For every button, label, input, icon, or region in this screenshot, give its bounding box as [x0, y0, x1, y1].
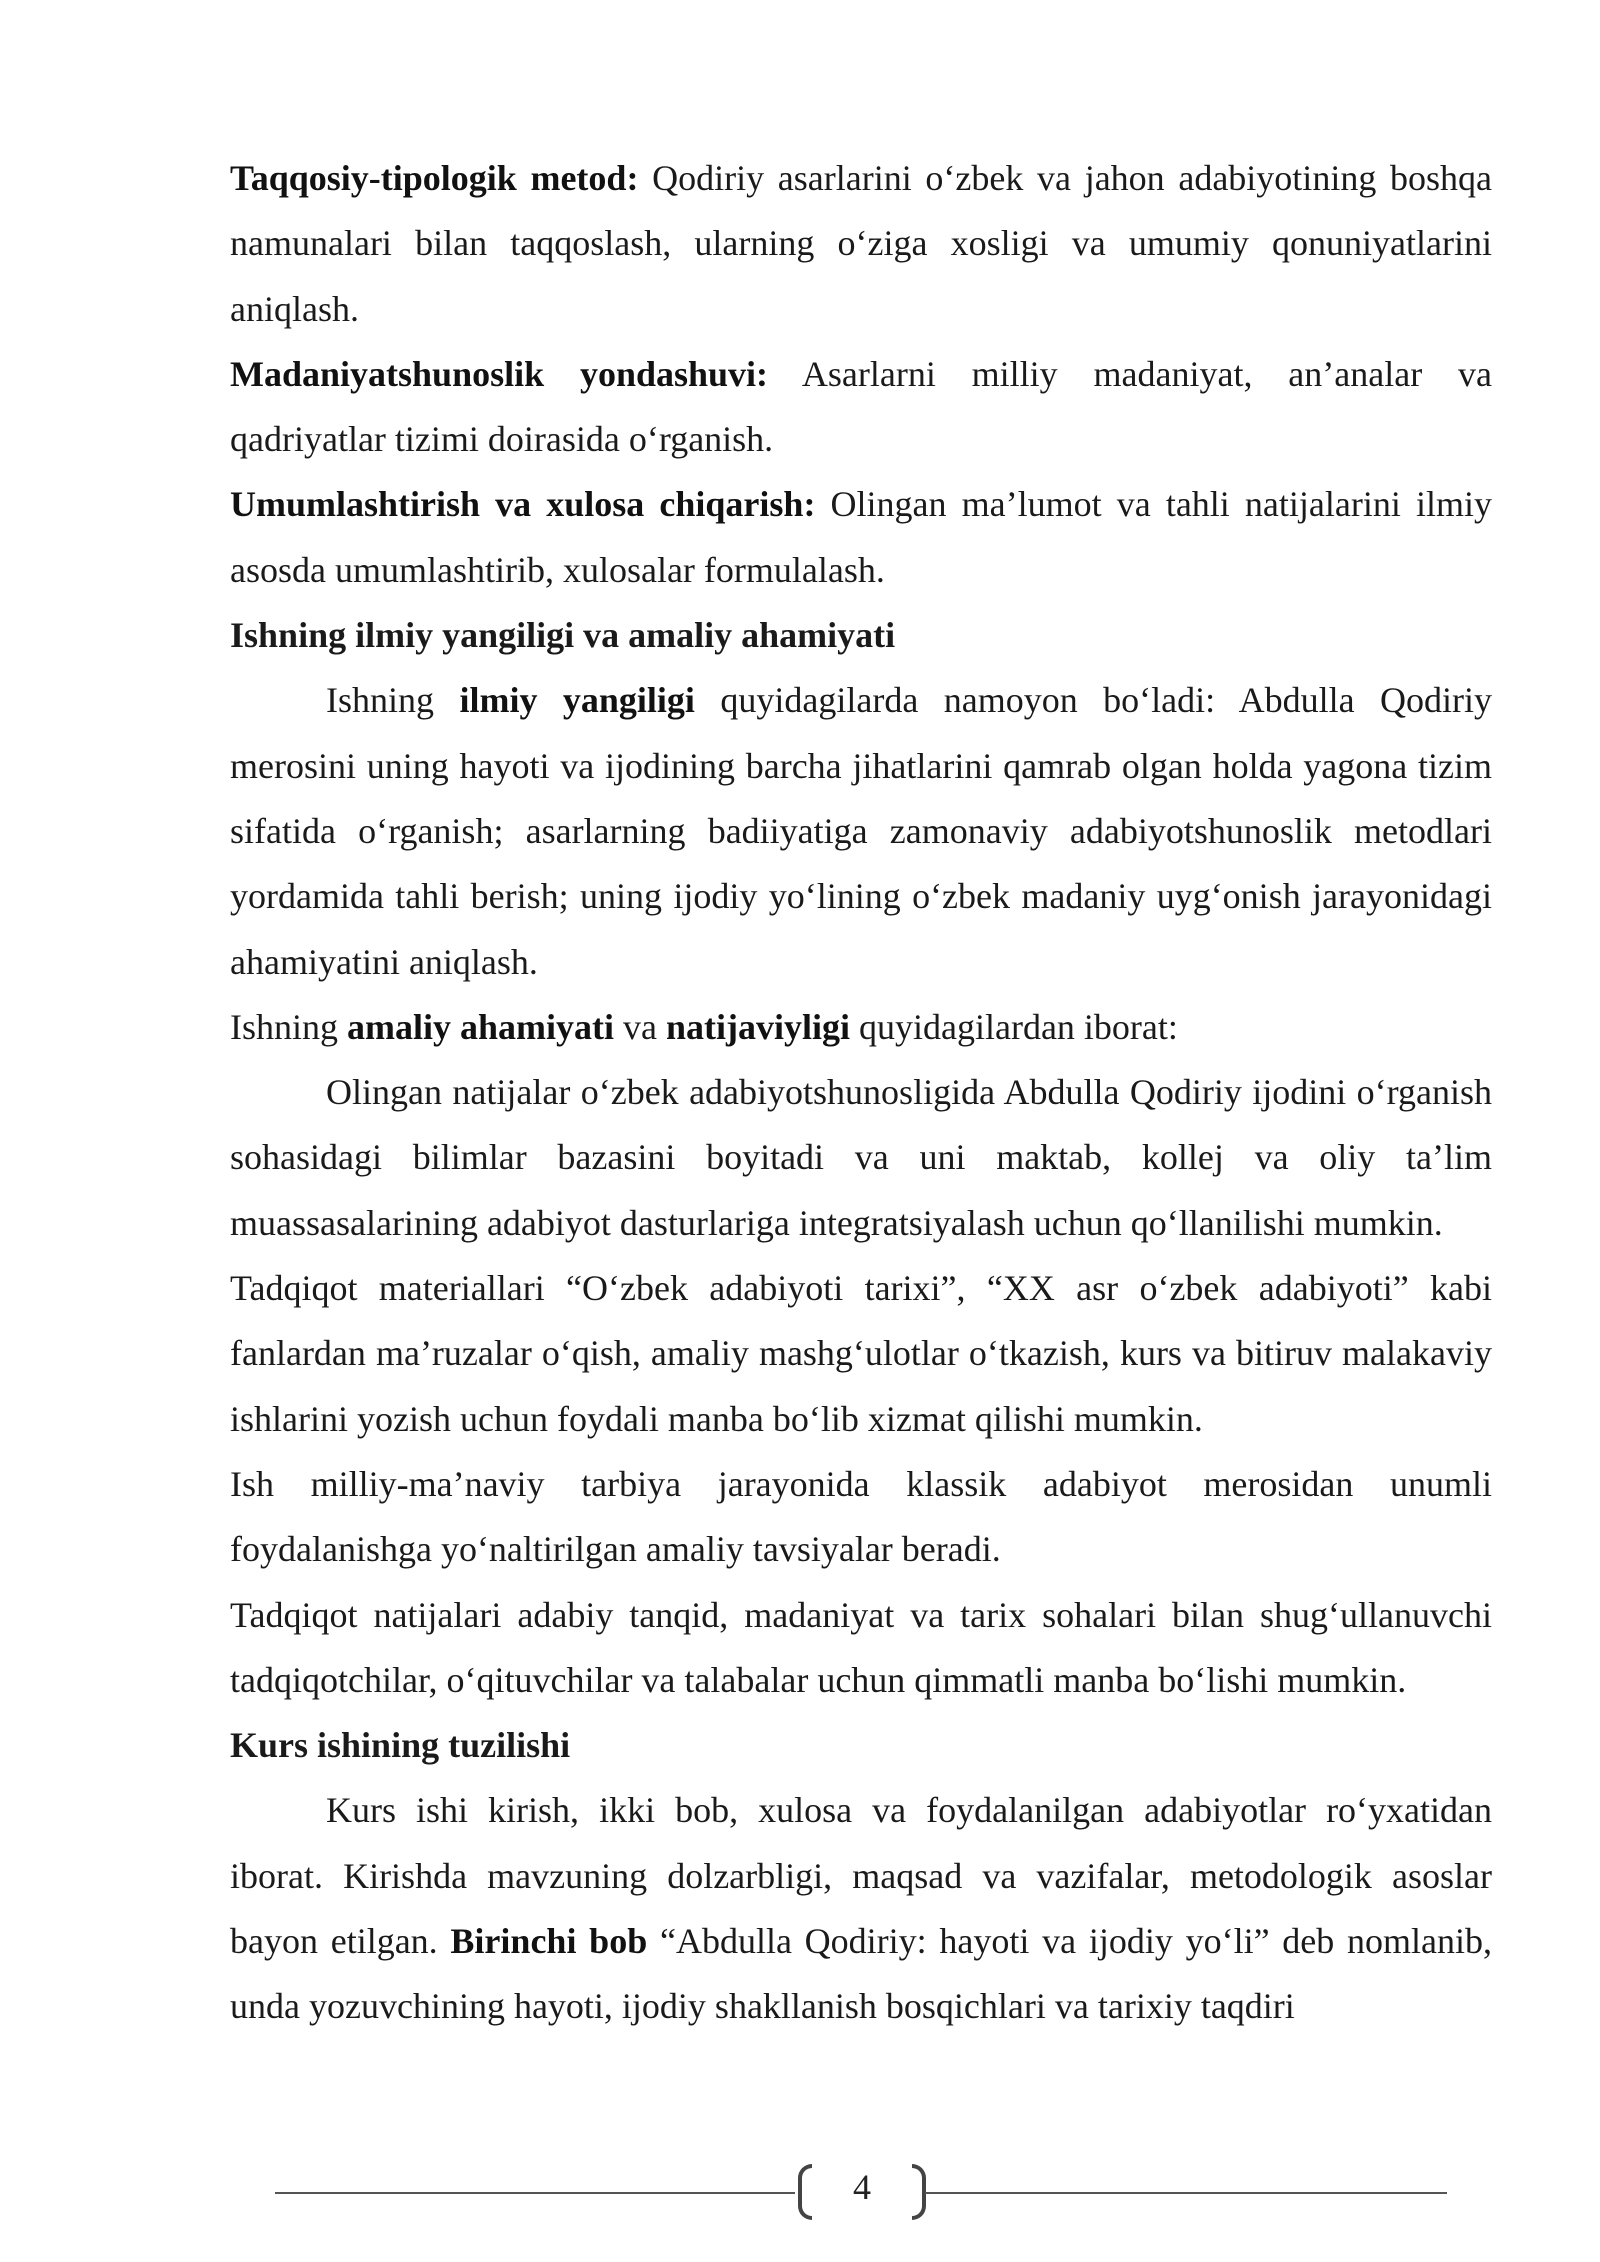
- document-body: [230, 146, 1492, 2040]
- footer-rule-right: [925, 2192, 1447, 2194]
- paragraph-lead: Ishning: [326, 680, 460, 721]
- paragraph-lead: Ishning: [230, 1006, 347, 1047]
- paragraph-text: Asarlarni milliy madaniyat, an’analar va qadriyatlar tizimi doirasida o‘rganish.: [230, 353, 1492, 460]
- paragraph-cultural-approach: [230, 342, 1492, 473]
- paragraph-comparative-method: [230, 146, 1492, 342]
- paragraph-recommendations: Ish milliy-ma’naviy tarbiya jarayonida klassik adabiyot merosidan unumli foydalanishga yo‘naltirilgan amaliy tavsiyalar beradi.: [230, 1463, 1492, 1570]
- term-label: Umumlashtirish va xulosa chiqarish:: [230, 484, 816, 525]
- paragraph-structure: [230, 1778, 1492, 2039]
- right-bracket-ornament: [912, 2164, 926, 2220]
- paragraph-text: quyidagilarda namoyon bo‘ladi: Abdulla Qodiriy merosini uning hayoti va ijodining barcha jihatlarini qamrab olgan holda yagona tizim sifatida o‘rganish; asarlarning badiiyatiga zamonaviy adabiyotshunoslik metodlari yordamida tahli berish; uning ijodiy yo‘lining o‘zbek madaniy uyg‘onish jarayonidagi ahamiyatini aniqlash.: [230, 680, 1492, 982]
- paragraph-text: quyidagilardan iborat:: [850, 1006, 1178, 1047]
- term-label: Taqqosiy-tipologik metod:: [230, 158, 639, 198]
- paragraph-materials: Tadqiqot materiallari “O‘zbek adabiyoti tarixi”, “XX asr o‘zbek adabiyoti” kabi fanlardan ma’ruzalar o‘qish, amaliy mashg‘ulotlar o‘tkazish, kurs va bitiruv malakaviy ishlarini yozish uchun foydali manba bo‘lib xizmat qilishi mumkin.: [230, 1268, 1492, 1439]
- term-label: amaliy ahamiyati: [347, 1006, 614, 1047]
- paragraph-results: Olingan natijalar o‘zbek adabiyotshunosligida Abdulla Qodiriy ijodini o‘rganish sohasidagi bilimlar bazasini boyitadi va uni maktab, kollej va oliy ta’lim muassasalarining adabiyot dasturlariga integratsiyalash uchun qo‘llanilishi mumkin.: [230, 1072, 1492, 1243]
- paragraph-text: Qodiriy asarlarini o‘zbek va jahon adabiyotining boshqa namunalari bilan taqqoslash, ularning o‘ziga xosligi va umumiy qonuniyatlarini aniqlash.: [230, 158, 1492, 329]
- page-number: 4: [853, 2167, 871, 2207]
- paragraph-practical-significance: [230, 995, 1492, 1060]
- paragraph-text: Olingan ma’lumot va tahli natijalarini ilmiy asosda umumlashtirib, xulosalar formulalash.: [230, 484, 1492, 590]
- paragraph-scientific-novelty: [230, 668, 1492, 994]
- paragraph-research-value: Tadqiqot natijalari adabiy tanqid, madaniyat va tarix sohalari bilan shug‘ullanuvchi tadqiqotchilar, o‘qituvchilar va talabalar uchun qimmatli manba bo‘lishi mumkin.: [230, 1594, 1492, 1700]
- paragraph-lead: Kurs ishi kirish, ikki bob, xulosa va foydalanilgan adabiyotlar ro‘yxatidan iborat. Kirishda mavzuning dolzarbligi, maqsad va vazifalar, metodologik asoslar bayon etilgan.: [230, 1790, 1492, 1962]
- footer-rule-left: [275, 2192, 795, 2194]
- term-label: natijaviyligi: [665, 1006, 850, 1047]
- left-bracket-ornament: [798, 2164, 812, 2220]
- term-label: ilmiy yangiligi: [459, 680, 695, 721]
- paragraph-generalization: [230, 472, 1492, 603]
- paragraph-text: “Abdulla Qodiriy: hayoti va ijodiy yo‘li” deb nomlanib, unda yozuvchining hayoti, ijodiy shakllanish bosqichlari va tarixiy taqdiri: [230, 1921, 1492, 2027]
- section-heading-structure: Kurs ishining tuzilishi: [230, 1725, 571, 1766]
- page-footer: [0, 2160, 1600, 2230]
- section-heading-novelty: Ishning ilmiy yangiligi va amaliy ahamiyati: [230, 615, 896, 656]
- term-label: Madaniyatshunoslik yondashuvi:: [230, 353, 769, 394]
- paragraph-joiner: va: [614, 1006, 666, 1047]
- term-label: Birinchi bob: [450, 1921, 648, 1962]
